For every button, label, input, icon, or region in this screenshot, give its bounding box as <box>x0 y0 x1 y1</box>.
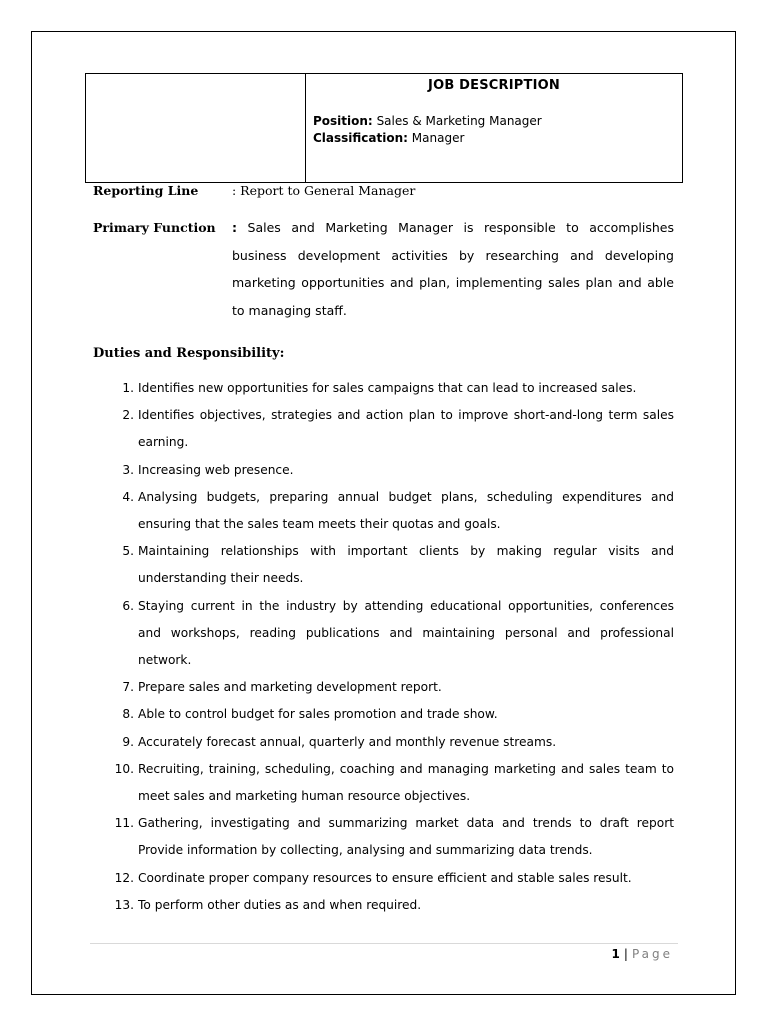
classification-line <box>313 131 464 145</box>
list-item-number: 10. <box>114 761 134 776</box>
header-info-cell <box>306 74 683 183</box>
list-item <box>108 402 674 456</box>
list-item-text: Prepare sales and marketing development report. <box>138 680 442 695</box>
footer-rule <box>90 943 678 944</box>
list-item <box>108 484 674 538</box>
list-item-text: Analysing budgets, preparing annual budget plans, scheduling expenditures and ensuring that the sales team meets their quotas and goals. <box>138 489 674 532</box>
list-item-number: 2. <box>122 408 134 423</box>
page-number: 1 <box>611 947 620 961</box>
list-item-text: To perform other duties as and when required. <box>138 897 422 912</box>
header-logo-cell <box>86 74 306 183</box>
list-item-number: 1. <box>122 381 134 395</box>
classification-label: Classification: <box>313 131 408 145</box>
position-label: Position: <box>313 114 373 128</box>
list-item-number: 13. <box>114 897 134 912</box>
primary-function-colon: : <box>232 220 237 235</box>
list-item-text: Staying current in the industry by attending educational opportunities, conferences and workshops, reading publications and maintaining personal and professional network. <box>138 598 674 668</box>
list-item-text: Identifies new opportunities for sales campaigns that can lead to increased sales. <box>138 381 637 395</box>
list-item-number: 6. <box>122 598 134 613</box>
list-item <box>108 375 674 402</box>
list-item-text: Coordinate proper company resources to ensure efficient and stable sales result. <box>138 870 632 885</box>
list-item-text: Accurately forecast annual, quarterly and monthly revenue streams. <box>138 734 557 749</box>
list-item-number: 9. <box>122 734 134 749</box>
list-item-number: 8. <box>122 707 134 722</box>
reporting-line-label: Reporting Line <box>93 183 199 198</box>
list-item-number: 12. <box>114 870 134 885</box>
primary-function-label: Primary Function <box>93 220 216 235</box>
list-item <box>108 538 674 592</box>
position-value: Sales & Marketing Manager <box>376 114 542 128</box>
header-table <box>85 73 683 183</box>
list-item <box>108 865 674 892</box>
list-item-text: Recruiting, training, scheduling, coaching and managing marketing and sales team to meet sales and marketing human resource objectives. <box>138 761 674 804</box>
position-line <box>313 114 542 128</box>
list-item-number: 5. <box>122 544 134 559</box>
list-item-number: 7. <box>122 680 134 695</box>
list-item-text: Able to control budget for sales promotion and trade show. <box>138 707 498 722</box>
list-item-text: Identifies objectives, strategies and action plan to improve short-and-long term sales earning. <box>138 408 674 450</box>
page-footer <box>612 947 673 961</box>
duties-heading: Duties and Responsibility: <box>93 346 285 361</box>
duties-list <box>108 375 674 919</box>
list-item-number: 3. <box>122 462 134 477</box>
list-item-text: Gathering, investigating and summarizing market data and trends to draft report Provide information by collecting, analysing and summarizing data trends. <box>138 816 674 858</box>
page-label: Page <box>631 947 673 961</box>
list-item <box>108 756 674 810</box>
list-item-text: Increasing web presence. <box>138 462 294 477</box>
list-item <box>108 593 674 675</box>
primary-function-text <box>232 214 674 324</box>
list-item <box>108 457 674 484</box>
list-item-number: 4. <box>122 489 134 504</box>
list-item <box>108 810 674 864</box>
list-item-number: 11. <box>114 816 134 831</box>
classification-value: Manager <box>411 131 465 145</box>
list-item <box>108 701 674 728</box>
list-item-text: Maintaining relationships with important clients by making regular visits and understanding their needs. <box>138 544 674 586</box>
primary-function-body: Sales and Marketing Manager is responsible to accomplishes business development activities by researching and developing marketing opportunities and plan, implementing sales plan and able to managing staff. <box>232 220 674 318</box>
footer-separator: | <box>623 947 628 961</box>
document-title: JOB DESCRIPTION <box>428 78 560 93</box>
list-item <box>108 674 674 701</box>
reporting-line-value: : Report to General Manager <box>232 183 416 198</box>
list-item <box>108 729 674 756</box>
list-item <box>108 892 674 919</box>
